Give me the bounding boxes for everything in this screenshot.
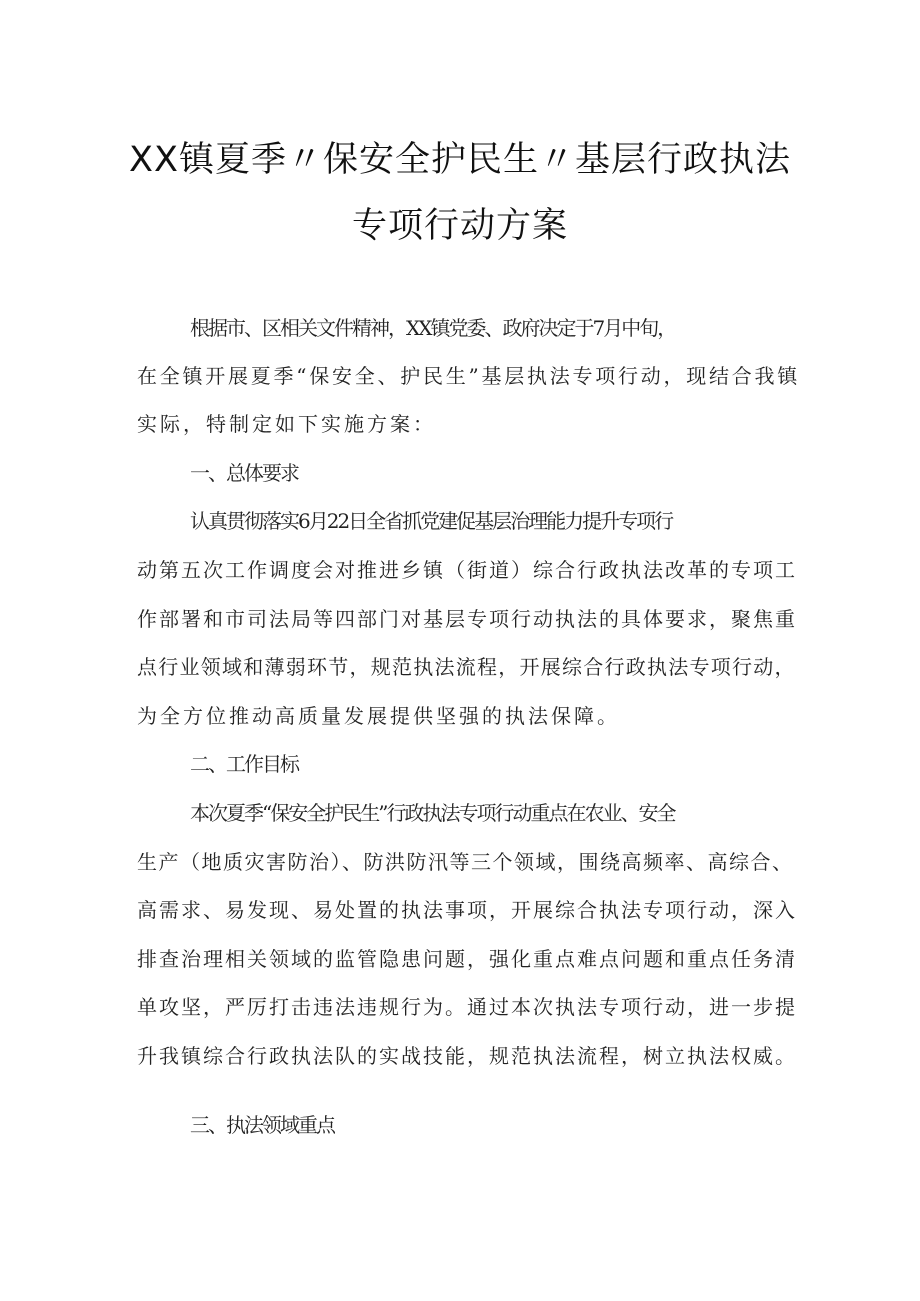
section-2-line-3: 高需求、易发现、易处置的执法事项，开展综合执法专项行动，深入 — [137, 898, 797, 922]
intro-line-3: 实际，特制定如下实施方案： — [137, 412, 436, 436]
document-title-line-1: XX镇夏季〃保安全护民生〃基层行政执法 — [129, 140, 791, 180]
section-2-line-2: 生产（地质灾害防治）、防洪防汛等三个领域，围绕高频率、高综合、 — [137, 850, 794, 874]
section-1-heading: 一、总体要求 — [190, 461, 298, 485]
intro-line-2: 在全镇开展夏季“保安全、护民生”基层执法专项行动，现结合我镇 — [137, 364, 800, 388]
section-2-line-6: 升我镇综合行政执法队的实战技能，规范执法流程，树立执法权威。 — [137, 1044, 797, 1068]
section-2-line-1: 本次夏季“保安全护民生”行政执法专项行动重点在农业、安全 — [190, 801, 675, 825]
section-1-line-1: 认真贯彻落实6月22日全省抓党建促基层治理能力提升专项行 — [190, 509, 673, 533]
section-3-heading: 三、执法领域重点 — [190, 1113, 334, 1137]
intro-line-1: 根据市、区相关文件精神，XX镇党委、政府决定于7月中旬， — [190, 316, 676, 340]
section-1-line-4: 点行业领域和薄弱环节，规范执法流程，开展综合行政执法专项行动， — [137, 655, 796, 679]
section-2-heading: 二、工作目标 — [190, 752, 298, 776]
section-2-line-5: 单攻坚，严厉打击违法违规行为。通过本次执法专项行动，进一步提 — [137, 995, 797, 1019]
section-1-line-2: 动第五次工作调度会对推进乡镇（街道）综合行政执法改革的专项工 — [137, 558, 797, 582]
document-title-line-2: 专项行动方案 — [351, 206, 568, 246]
section-1-line-5: 为全方位推动高质量发展提供坚强的执法保障。 — [137, 704, 620, 728]
section-2-line-4: 排查治理相关领域的监管隐患问题，强化重点难点问题和重点任务清 — [137, 947, 797, 971]
section-1-line-3: 作部署和市司法局等四部门对基层专项行动执法的具体要求，聚焦重 — [137, 607, 797, 631]
